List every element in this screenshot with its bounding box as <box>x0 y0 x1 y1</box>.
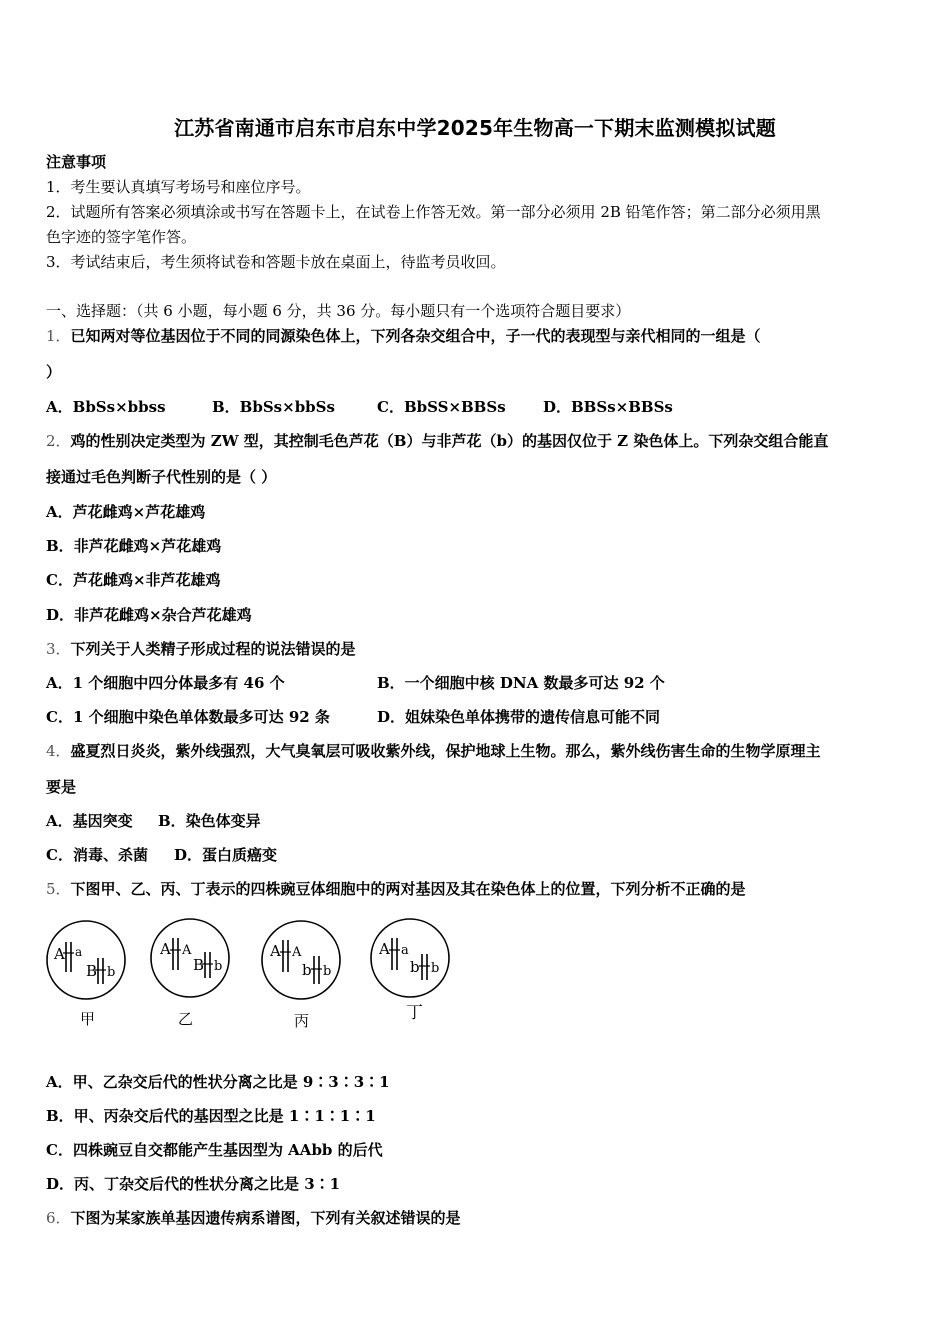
question-3-option-d[interactable]: D．姐妹染色单体携带的遗传信息可能不同 <box>377 708 661 726</box>
question-2-stem: 2．鸡的性别决定类型为 ZW 型，其控制毛色芦花（B）与非芦花（b）的基因仅位于 Z 染色体上。下列杂交组合能直 <box>46 432 829 450</box>
question-2-option-b[interactable]: B．非芦花雌鸡×芦花雄鸡 <box>46 537 222 555</box>
question-2-option-d[interactable]: D．非芦花雌鸡×杂合芦花雄鸡 <box>46 606 252 624</box>
pea-cell-figure <box>40 912 470 1037</box>
question-2-stem-cont: 接通过毛色判断子代性别的是（ ） <box>46 468 277 486</box>
gene-label: A <box>182 943 192 958</box>
cell-ding <box>371 919 449 1023</box>
question-3-stem: 3．下列关于人类精子形成过程的说法错误的是 <box>46 640 356 658</box>
gene-label: A <box>160 940 171 958</box>
gene-label: B <box>193 956 205 974</box>
gene-label: b <box>214 959 223 974</box>
gene-label: b <box>107 965 116 980</box>
notice-item-3: 3．考试结束后，考生须将试卷和答题卡放在桌面上，待监考员收回。 <box>46 253 506 271</box>
question-1-stem: 1．已知两对等位基因位于不同的同源染色体上，下列各杂交组合中，子一代的表现型与亲代相同的一组是（ <box>46 327 761 345</box>
gene-label: a <box>75 945 83 959</box>
cell-yi <box>151 919 229 1028</box>
cell-name: 甲 <box>80 1010 96 1028</box>
question-1-option-d[interactable]: D．BBSs×BBSs <box>543 398 673 416</box>
cell-name: 丙 <box>294 1012 310 1030</box>
gene-label: b <box>431 961 440 976</box>
question-5-option-d[interactable]: D．丙、丁杂交后代的性状分离之比是 3∶1 <box>46 1175 341 1193</box>
notice-heading: 注意事项 <box>46 153 107 171</box>
gene-label: A <box>379 940 390 958</box>
question-5-option-b[interactable]: B．甲、丙杂交后代的基因型之比是 1∶1∶1∶1 <box>46 1107 376 1125</box>
question-6-stem: 6．下图为某家族单基因遗传病系谱图，下列有关叙述错误的是 <box>46 1209 461 1227</box>
gene-label: A <box>292 945 302 960</box>
question-5-option-a[interactable]: A．甲、乙杂交后代的性状分离之比是 9∶3∶3∶1 <box>46 1073 390 1091</box>
question-3-option-b[interactable]: B．一个细胞中核 DNA 数最多可达 92 个 <box>377 674 665 692</box>
question-5-number: 5． <box>46 880 71 898</box>
question-3-option-c[interactable]: C．1 个细胞中染色单体数最多可达 92 条 <box>46 708 330 726</box>
notice-item-2-cont: 色字迹的签字笔作答。 <box>46 228 197 246</box>
cell-name: 乙 <box>178 1010 194 1028</box>
question-4-option-a[interactable]: A．基因突变 <box>46 812 133 830</box>
question-2-number: 2． <box>46 432 71 450</box>
question-4-stem: 4．盛夏烈日炎炎，紫外线强烈，大气臭氧层可吸收紫外线，保护地球上生物。那么，紫外线伤害生命的生物学原理主 <box>46 742 821 760</box>
question-5-stem: 5．下图甲、乙、丙、丁表示的四株豌豆体细胞中的两对基因及其在染色体上的位置，下列分析不正确的是 <box>46 880 746 898</box>
question-4-stem-cont: 要是 <box>46 778 77 796</box>
gene-label: A <box>270 942 281 960</box>
gene-label: b <box>410 958 420 976</box>
question-1-number: 1． <box>46 327 71 345</box>
question-2-option-a[interactable]: A．芦花雌鸡×芦花雄鸡 <box>46 503 206 521</box>
section-heading: 一、选择题：（共 6 小题，每小题 6 分，共 36 分。每小题只有一个选项符合题目要求） <box>46 302 631 320</box>
question-4-number: 4． <box>46 742 71 760</box>
gene-label: b <box>323 964 332 979</box>
cell-bing <box>262 921 340 1030</box>
page-title: 江苏省南通市启东市启东中学2025年生物高一下期末监测模拟试题 <box>174 116 776 140</box>
notice-item-2: 2．试题所有答案必须填涂或书写在答题卡上，在试卷上作答无效。第一部分必须用 2B 铅笔作答；第二部分必须用黑 <box>46 203 821 221</box>
question-3-number: 3． <box>46 640 71 658</box>
question-4-option-b[interactable]: B．染色体变异 <box>158 812 261 830</box>
question-3-option-a[interactable]: A．1 个细胞中四分体最多有 46 个 <box>46 674 285 692</box>
question-6-number: 6． <box>46 1209 71 1227</box>
question-1-option-a[interactable]: A．BbSs×bbss <box>46 398 166 416</box>
cell-name: 丁 <box>406 1003 423 1023</box>
gene-label: a <box>401 943 409 958</box>
cell-membrane <box>262 921 340 999</box>
cell-jia <box>47 921 125 1028</box>
cell-membrane <box>151 919 229 997</box>
gene-label: A <box>54 945 65 963</box>
gene-label: b <box>302 961 312 979</box>
question-1-stem-cont: ） <box>46 363 62 381</box>
question-1-option-b[interactable]: B．BbSs×bbSs <box>212 398 335 416</box>
question-5-option-c[interactable]: C．四株豌豆自交都能产生基因型为 AAbb 的后代 <box>46 1141 383 1159</box>
notice-item-1: 1．考生要认真填写考场号和座位序号。 <box>46 178 311 196</box>
question-2-option-c[interactable]: C．芦花雌鸡×非芦花雄鸡 <box>46 571 221 589</box>
question-1-option-c[interactable]: C．BbSS×BBSs <box>377 398 506 416</box>
gene-label: B <box>86 962 98 980</box>
question-4-option-c[interactable]: C．消毒、杀菌 <box>46 846 148 864</box>
question-4-option-d[interactable]: D．蛋白质癌变 <box>174 846 278 864</box>
